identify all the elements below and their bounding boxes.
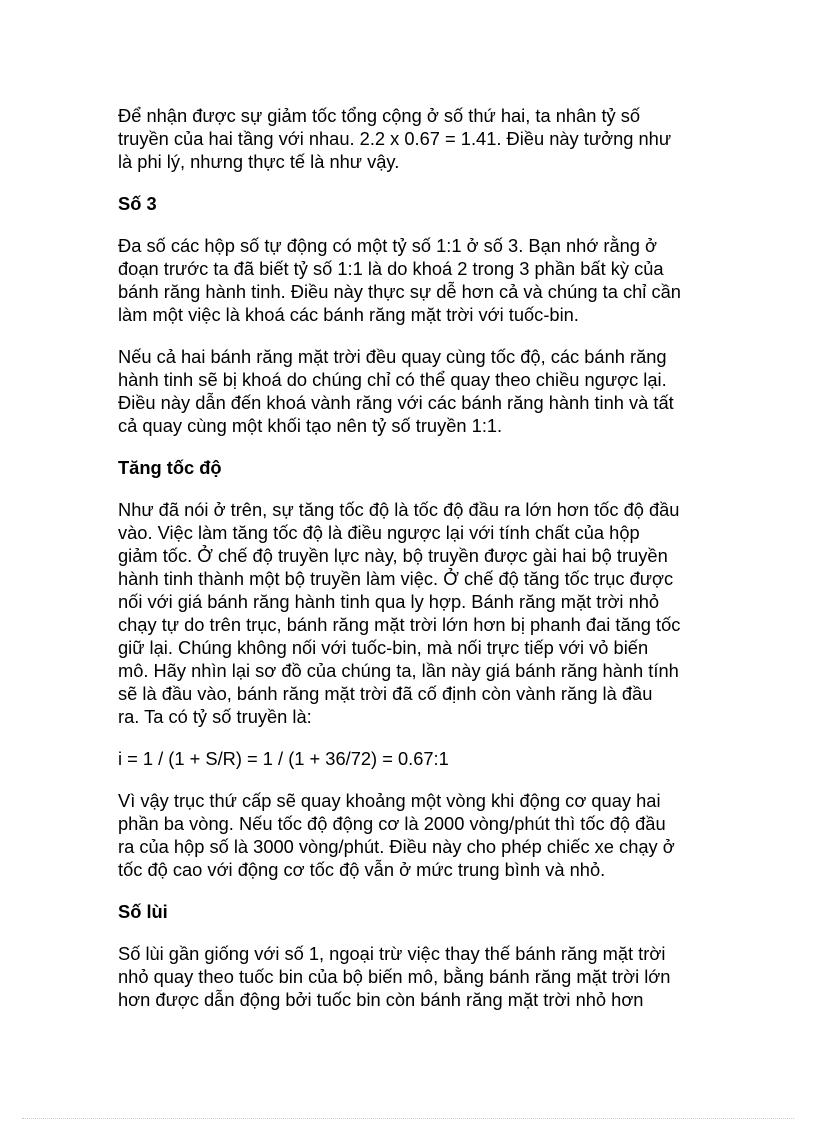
heading-third-gear: Số 3 <box>118 193 157 214</box>
paragraph-overdrive-description: Như đã nói ở trên, sự tăng tốc độ là tốc độ đầu ra lớn hơn tốc độ đầu vào. Việc làm tăng tốc độ là điều ngược lại với tính chất của hộp giảm tốc. Ở chế độ truyền lực này, bộ truyền được gài hai bộ truyền hành tinh thành một bộ truyền làm việc. Ở chế độ tăng tốc trục được nối với giá bánh răng hành tinh qua ly hợp. Bánh răng mặt trời nhỏ chạy tự do trên trục, bánh răng mặt trời lớn hơn bị phanh đai tăng tốc giữ lại. Chúng không nối với tuốc-bin, mà nối trực tiếp với vỏ biến mô. Hãy nhìn lại sơ đồ của chúng ta, lần này giá bánh răng hành tính sẽ là đầu vào, bánh răng mặt trời đã cố định còn vành răng là đầu ra. Ta có tỷ số truyền là: <box>118 499 681 727</box>
heading-overdrive: Tăng tốc độ <box>118 457 222 478</box>
document-body <box>118 104 718 1030</box>
paragraph-gear2-total-ratio: Để nhận được sự giảm tốc tổng cộng ở số thứ hai, ta nhân tỷ số truyền của hai tầng với nhau. 2.2 x 0.67 = 1.41. Điều này tưởng như là phi lý, nhưng thực tế là như vậy. <box>118 105 672 172</box>
paragraph-sun-gears-locked: Nếu cả hai bánh răng mặt trời đều quay cùng tốc độ, các bánh răng hành tinh sẽ bị khoá do chúng chỉ có thể quay theo chiều ngược lại. Điều này dẫn đến khoá vành răng với các bánh răng hành tinh và tất cả quay cùng một khối tạo nên tỷ số truyền 1:1. <box>118 346 674 436</box>
page-bottom-divider <box>22 1118 794 1119</box>
paragraph-overdrive-result: Vì vậy trục thứ cấp sẽ quay khoảng một vòng khi động cơ quay hai phần ba vòng. Nếu tốc độ động cơ là 2000 vòng/phút thì tốc độ đầu ra của hộp số là 3000 vòng/phút. Điều này cho phép chiếc xe chạy ở tốc độ cao với động cơ tốc độ vẫn ở mức trung bình và nhỏ. <box>118 790 675 880</box>
formula-gear-ratio: i = 1 / (1 + S/R) = 1 / (1 + 36/72) = 0.67:1 <box>118 748 449 769</box>
heading-reverse-gear: Số lùi <box>118 901 168 922</box>
paragraph-reverse-gear: Số lùi gần giống với số 1, ngoại trừ việc thay thế bánh răng mặt trời nhỏ quay theo tuốc bin của bộ biến mô, bằng bánh răng mặt trời lớn hơn được dẫn động bởi tuốc bin còn bánh răng mặt trời nhỏ hơn <box>118 943 671 1010</box>
paragraph-third-gear-ratio: Đa số các hộp số tự động có một tỷ số 1:1 ở số 3. Bạn nhớ rằng ở đoạn trước ta đã biết tỷ số 1:1 là do khoá 2 trong 3 phần bất kỳ của bánh răng hành tinh. Điều này thực sự dễ hơn cả và chúng ta chỉ cần làm một việc là khoá các bánh răng mặt trời với tuốc-bin. <box>118 235 681 325</box>
